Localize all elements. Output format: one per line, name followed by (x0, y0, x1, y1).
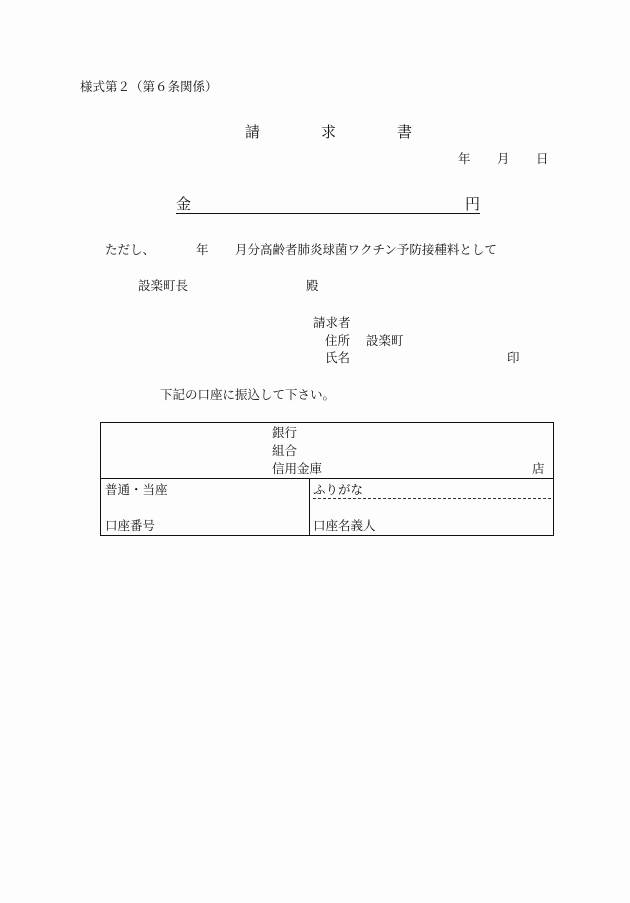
bank-type-union: 組合 (272, 443, 298, 458)
date-year: 年 (458, 151, 471, 166)
name-label: 氏名 (325, 350, 351, 365)
account-holder-label: 口座名義人 (313, 518, 376, 533)
table-divider-vertical (309, 478, 310, 535)
addressee-honorific: 殿 (306, 278, 319, 293)
purpose-year: 年 (196, 242, 209, 257)
bank-type-bank: 銀行 (272, 425, 298, 440)
account-number-label: 口座番号 (105, 518, 156, 533)
bank-branch-label: 店 (532, 461, 545, 476)
date-day: 日 (536, 151, 549, 166)
date-month: 月 (497, 151, 510, 166)
amount-input-line[interactable] (176, 213, 480, 214)
table-divider-horizontal (101, 478, 553, 479)
instruction-text: 下記の口座に振込して下さい。 (160, 387, 336, 402)
addressee-name: 設楽町長 (138, 278, 189, 293)
address-label: 住所 (325, 333, 351, 348)
title-char-3: 書 (397, 123, 413, 141)
address-value[interactable]: 設楽町 (366, 333, 404, 348)
furigana-dashed-line (313, 498, 551, 499)
claimant-label: 請求者 (313, 315, 351, 330)
form-number: 様式第２（第６条関係） (80, 79, 218, 94)
amount-label: 金 (176, 195, 192, 213)
furigana-label: ふりがな (313, 482, 364, 497)
account-type-label: 普通・当座 (105, 482, 168, 497)
bank-type-shinkin: 信用金庫 (272, 461, 323, 476)
amount-unit: 円 (465, 195, 481, 213)
seal-mark: 印 (507, 350, 520, 365)
title-char-1: 請 (245, 123, 261, 141)
title-char-2: 求 (321, 123, 337, 141)
purpose-text: 月分高齢者肺炎球菌ワクチン予防接種料として (235, 242, 497, 257)
purpose-prefix: ただし、 (105, 242, 156, 257)
